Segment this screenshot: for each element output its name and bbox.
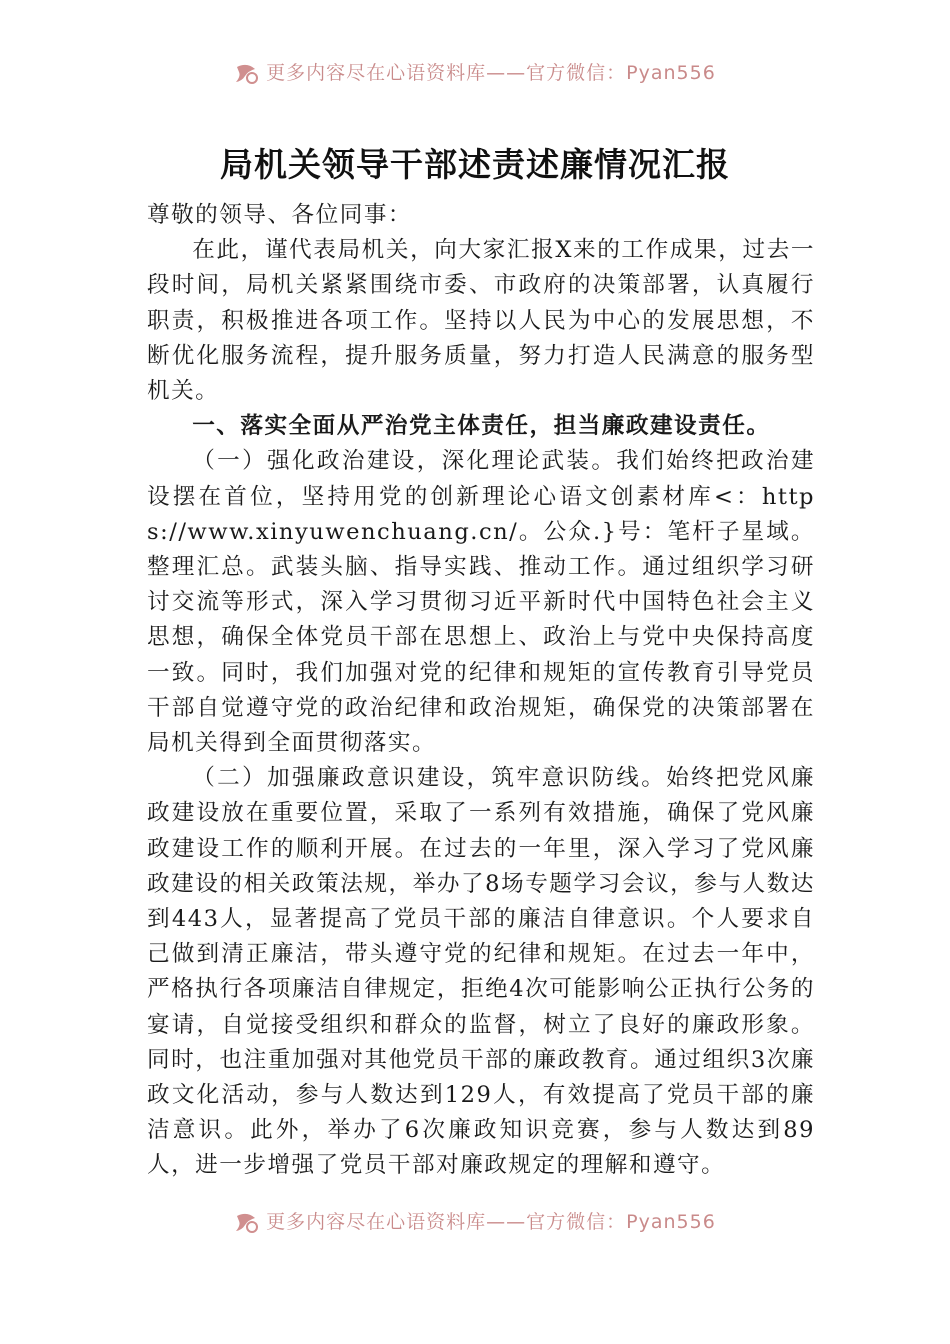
document-body (147, 198, 815, 1184)
document-title: 局机关领导干部述责述廉情况汇报 (220, 145, 730, 184)
watermark-banner-bottom (0, 1207, 950, 1234)
brand-logo-icon (234, 63, 260, 85)
watermark-banner-top (0, 58, 950, 85)
watermark-text: 更多内容尽在心语资料库——官方微信：Pyan556 (266, 62, 716, 84)
brand-logo-icon (234, 1212, 260, 1234)
section-heading: 一、落实全面从严治党主体责任，担当廉政建设责任。 (192, 413, 771, 440)
paragraph-political-building: （一）强化政治建设，深化理论武装。我们始终把政治建设摆在首位，坚持用党的创新理论心语文创素材库<：https://www.xinyuwenchuang.cn/。公众.}号：笔杆子星域。整理汇总。武装头脑、指导实践、推动工作。通过组织学习研讨交流等形式，深入学习贯彻习近平新时代中国特色社会主义思想，确保全体党员干部在思想上、政治上与党中央保持高度一致。同时，我们加强对党的纪律和规矩的宣传教育引导党员干部自觉遵守党的政治纪律和政治规矩，确保党的决策部署在局机关得到全面贯彻落实。 (147, 448, 815, 757)
greeting: 尊敬的领导、各位同事： (147, 202, 413, 228)
watermark-text: 更多内容尽在心语资料库——官方微信：Pyan556 (266, 1211, 716, 1233)
paragraph-integrity-awareness: （二）加强廉政意识建设，筑牢意识防线。始终把党风廉政建设放在重要位置，采取了一系列有效措施，确保了党风廉政建设工作的顺利开展。在过去的一年里，深入学习了党风廉政建设的相关政策法规，举办了8场专题学习会议，参与人数达到443人，显著提高了党员干部的廉洁自律意识。个人要求自己做到清正廉洁，带头遵守党的纪律和规矩。在过去一年中，严格执行各项廉洁自律规定，拒绝4次可能影响公正执行公务的宴请，自觉接受组织和群众的监督，树立了良好的廉政形象。同时，也注重加强对其他党员干部的廉政教育。通过组织3次廉政文化活动，参与人数达到129人，有效提高了党员干部的廉洁意识。此外，举办了6次廉政知识竞赛，参与人数达到89人，进一步增强了党员干部对廉政规定的理解和遵守。 (147, 765, 815, 1179)
paragraph-intro: 在此，谨代表局机关，向大家汇报X来的工作成果，过去一段时间，局机关紧紧围绕市委、市政府的决策部署，认真履行职责，积极推进各项工作。坚持以人民为中心的发展思想，不断优化服务流程，提升服务质量，努力打造人民满意的服务型机关。 (147, 237, 815, 405)
